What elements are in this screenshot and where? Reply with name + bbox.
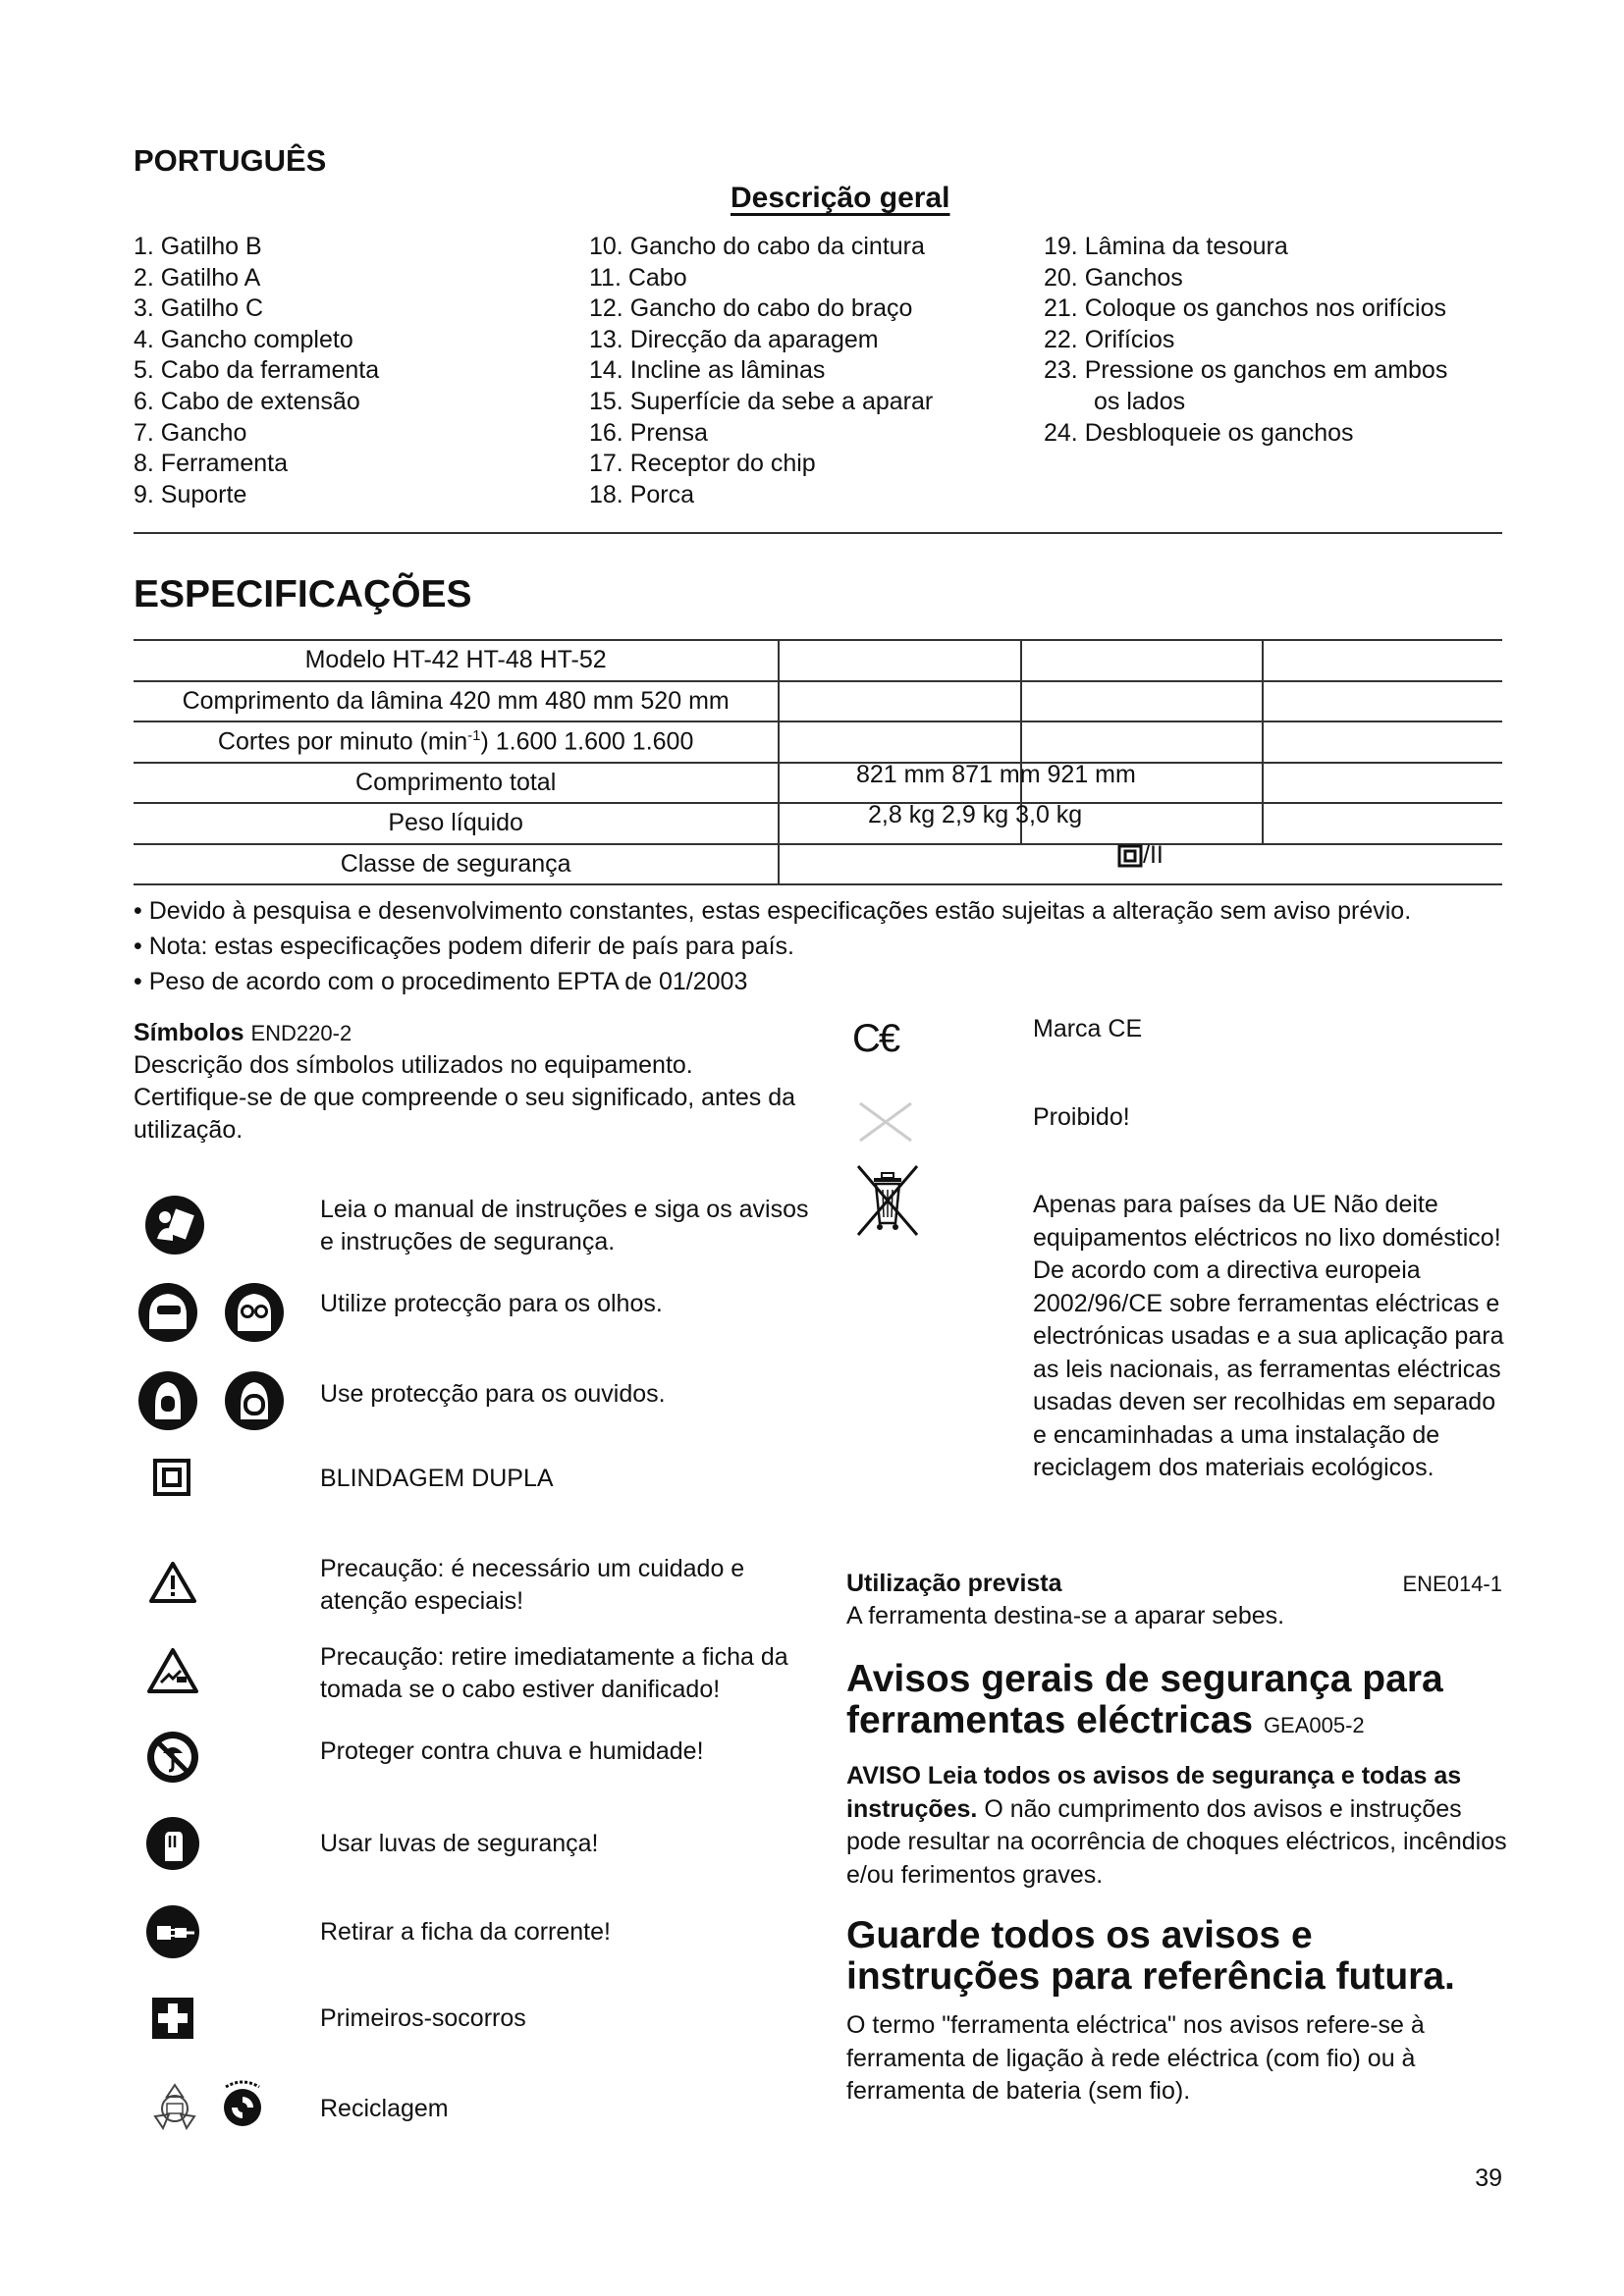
symbols-header [134, 1017, 801, 1147]
symbol-row [134, 1459, 821, 1537]
part-item: os lados [1094, 387, 1186, 415]
symbol-row [134, 1366, 821, 1445]
first-aid-icon [151, 1997, 194, 2040]
spec-note: • Nota: estas especificações podem diferir de país para país. [134, 933, 794, 960]
part-item: 16. Prensa [589, 418, 708, 447]
part-item: 11. Cabo [589, 263, 687, 292]
symbol-text: Usar luvas de segurança! [320, 1830, 599, 1857]
symbol-text: BLINDAGEM DUPLA [320, 1465, 554, 1492]
part-item: 14. Incline as lâminas [589, 356, 826, 385]
manual-icon [143, 1194, 206, 1256]
symbol-text: Retirar a ficha da corrente! [320, 1918, 611, 1946]
intended-use-section [846, 1568, 1502, 1633]
keep-instructions-title: Guarde todos os avisos e instruções para referência futura. [846, 1914, 1455, 1998]
part-item: 1. Gatilho B [134, 233, 262, 260]
part-item: 23. Pressione os ganchos em ambos [1044, 356, 1448, 385]
general-safety-code: GEA005-2 [1263, 1713, 1365, 1737]
spec-note: • Devido à pesquisa e desenvolvimento constantes, estas especificações estão sujeitas a alteração sem aviso prévio. [134, 897, 1412, 925]
parts-list-col3 [1044, 232, 1447, 449]
spec-label: Comprimento da lâmina 420 mm 480 mm 520 mm [134, 681, 779, 722]
unplug-icon [145, 1904, 200, 1959]
earmuffs-icon [224, 1370, 285, 1431]
goggles-icon [224, 1282, 285, 1343]
section-divider [134, 532, 1502, 534]
part-item: 19. Lâmina da tesoura [1044, 233, 1288, 260]
weee-text: Apenas para países da UE Não deite equipamentos eléctricos no lixo doméstico! De acordo com a directiva europeia 2002/96/CE sobre ferramentas eléctricas e electrónicas usadas e a sua aplicação para as leis nacionais, as ferramentas eléctricas usadas deven ser recolhidas em separado e encaminhadas a uma instalação de reciclagem dos materiais ecológicos. [1033, 1191, 1504, 1481]
symbols-title: Símbolos [134, 1019, 244, 1046]
spec-row [134, 640, 1502, 681]
keep-instructions-text: O termo "ferramenta eléctrica" nos avisos refere-se à ferramenta de ligação à rede eléctrica (com fio) ou à ferramenta de bateria (sem fio). [846, 2011, 1425, 2105]
damaged-cable-icon [147, 1647, 198, 1694]
intended-use-title: Utilização prevista [846, 1570, 1062, 1597]
spec-value-total-length: 821 mm 871 mm 921 mm [856, 761, 1136, 788]
recycling-icon [147, 2079, 202, 2134]
prohibited-icon [856, 1097, 915, 1147]
symbol-row [134, 1641, 821, 1720]
ce-mark-icon: C€ [852, 1017, 899, 1060]
specifications-title: ESPECIFICAÇÕES [134, 573, 472, 615]
general-safety-warning: AVISO Leia todos os avisos de segurança e todas as instruções. O não cumprimento dos avisos e instruções pode resultar na ocorrência de choques eléctricos, incêndios e/ou ferimentos graves. [846, 1762, 1507, 1889]
eye-protection-icon [137, 1282, 198, 1343]
no-rain-icon [145, 1730, 200, 1785]
part-item: 4. Gancho completo [134, 325, 353, 353]
weee-bin-icon [850, 1162, 925, 1241]
part-item: 21. Coloque os ganchos nos orifícios [1044, 294, 1446, 323]
spec-label: Cortes por minuto $(\min^{-1})$ 1.600 1.600 1.600 [134, 721, 779, 763]
part-item: 10. Gancho do cabo da cintura [589, 233, 925, 260]
symbol-row [134, 1900, 821, 1979]
part-item: 22. Orifícios [1044, 325, 1175, 353]
spec-label: Classe de segurança [134, 844, 779, 885]
spec-label: Modelo HT-42 HT-48 HT-52 [134, 640, 779, 681]
part-item: 15. Superfície da sebe a aparar [589, 387, 934, 415]
ear-protection-icon [137, 1370, 198, 1431]
parts-list-col1 [134, 232, 379, 510]
part-item: 9. Suporte [134, 480, 247, 508]
symbol-text: Utilize protecção para os olhos. [320, 1290, 663, 1317]
double-insulation-icon [1117, 844, 1143, 868]
part-item: 8. Ferramenta [134, 450, 289, 478]
general-description-title: Descrição geral [731, 182, 950, 214]
symbol-row [134, 1989, 821, 2067]
symbol-text: Proteger contra chuva e humidade! [320, 1737, 704, 1765]
green-dot-icon [216, 2079, 269, 2132]
symbol-text: Reciclagem [320, 2095, 449, 2122]
spec-row [134, 844, 1502, 885]
symbol-row [134, 1726, 821, 1804]
double-insulation-icon [153, 1459, 190, 1496]
part-item: 17. Receptor do chip [589, 450, 816, 478]
parts-list-col2 [589, 232, 933, 510]
keep-instructions-section [846, 1915, 1514, 2109]
spec-row [134, 803, 1502, 844]
warning-triangle-icon [149, 1561, 196, 1604]
part-item: 18. Porca [589, 480, 695, 508]
symbols-intro: Descrição dos símbolos utilizados no equipamento. Certifique-se de que compreende o seu significado, antes da utilização. [134, 1051, 796, 1144]
symbol-text: Primeiros-socorros [320, 2004, 526, 2032]
part-item: 13. Direcção da aparagem [589, 325, 879, 353]
symbol-text: Leia o manual de instruções e siga os avisos e instruções de segurança. [320, 1196, 809, 1255]
general-safety-title: Avisos gerais de segurança para ferramentas eléctricas GEA005-2 [846, 1658, 1443, 1741]
spec-row [134, 763, 1502, 804]
part-item: 12. Gancho do cabo do braço [589, 294, 913, 323]
spec-label: Comprimento total [134, 763, 779, 804]
part-item: 7. Gancho [134, 418, 247, 447]
symbol-row [134, 1553, 821, 1631]
page-number: 39 [1475, 2164, 1502, 2192]
part-item: 3. Gatilho C [134, 294, 264, 323]
part-item: 6. Cabo de extensão [134, 387, 360, 415]
symbol-row [134, 1812, 821, 1891]
spec-label: Peso líquido [134, 803, 779, 844]
spec-value-weight: 2,8 kg 2,9 kg 3,0 kg [868, 801, 1083, 828]
symbol-text: Use protecção para os ouvidos. [320, 1380, 666, 1408]
symbols-code: END220-2 [250, 1021, 352, 1045]
spec-value-safety-class: /II [1117, 841, 1164, 870]
symbol-text: Precaução: retire imediatamente a ficha da tomada se o cabo estiver danificado! [320, 1643, 788, 1703]
spec-note: • Peso de acordo com o procedimento EPTA de 01/2003 [134, 968, 748, 995]
symbol-row [134, 2075, 821, 2154]
symbol-row [134, 1194, 821, 1272]
part-item: 5. Cabo da ferramenta [134, 356, 380, 385]
symbol-row [134, 1278, 821, 1357]
intended-use-text: A ferramenta destina-se a aparar sebes. [846, 1602, 1285, 1629]
spec-row [134, 681, 1502, 722]
spec-row [134, 721, 1502, 763]
part-item: 20. Ganchos [1044, 263, 1183, 292]
symbol-text: Marca CE [1033, 1015, 1143, 1042]
part-item: 2. Gatilho A [134, 263, 261, 292]
language-heading: PORTUGUÊS [134, 143, 327, 178]
general-safety-section [846, 1659, 1514, 1892]
intended-use-code: ENE014-1 [1402, 1572, 1502, 1596]
symbol-text: Precaução: é necessário um cuidado e atenção especiais! [320, 1555, 745, 1615]
specifications-table [134, 639, 1502, 885]
gloves-icon [145, 1816, 200, 1871]
symbol-text: Proibido! [1033, 1103, 1130, 1131]
part-item: 24. Desbloqueie os ganchos [1044, 418, 1354, 447]
spec-notes [134, 893, 1411, 999]
